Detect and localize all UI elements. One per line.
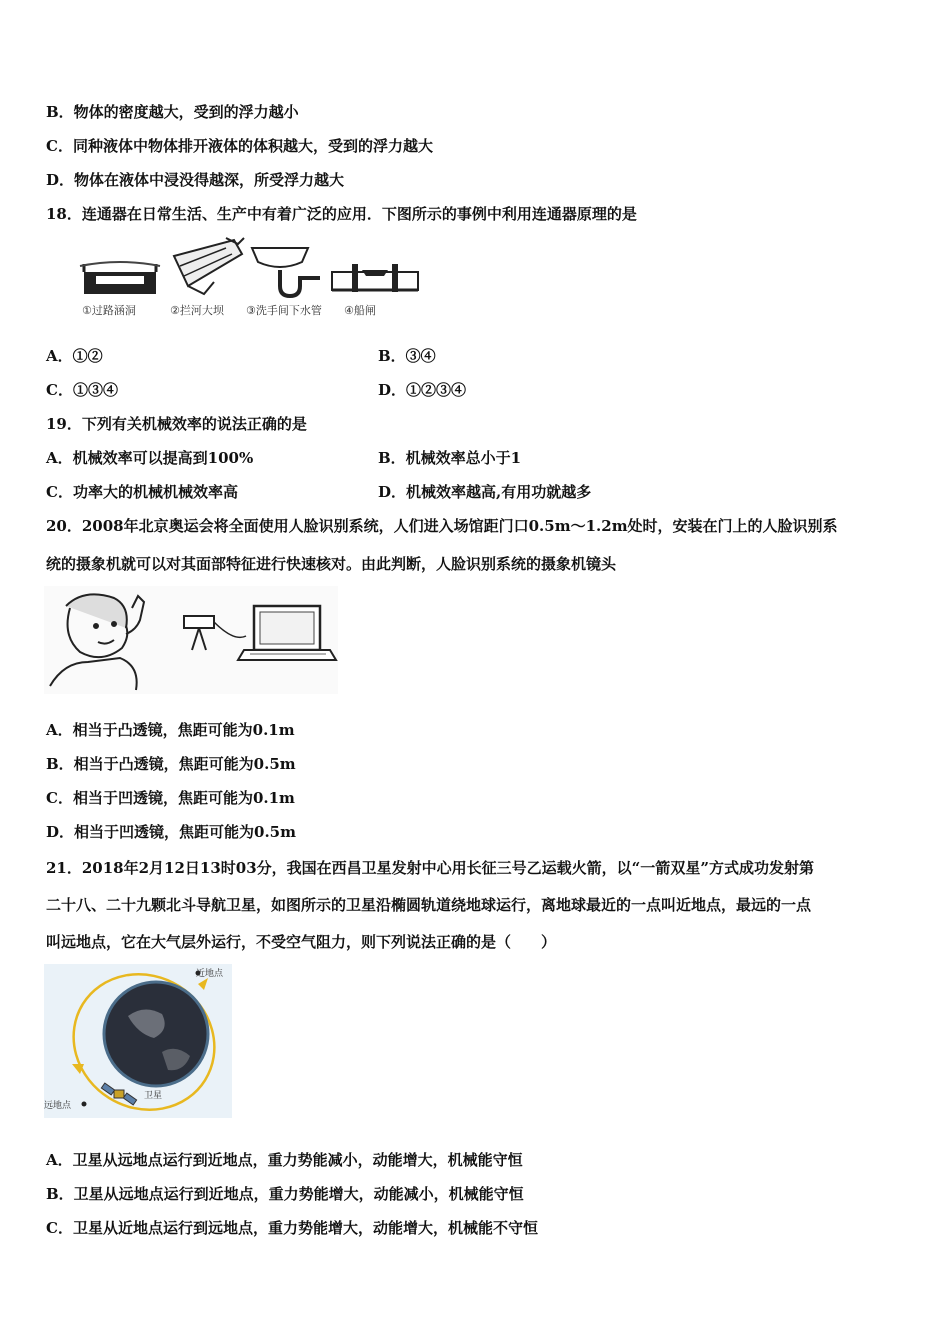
q21-option-c: C．卫星从近地点运行到远地点，重力势能增大，动能增大，机械能不守恒 [46,1219,538,1237]
q21-stem-line3: 叫远地点，它在大气层外运行，不受空气阻力，则下列说法正确的是（ ） [46,933,557,951]
label-satellite: 卫星 [144,1091,163,1101]
caption-dam: ②拦河大坝 [170,304,224,317]
q18-stem: 18．连通器在日常生活、生产中有着广泛的应用．下图所示的事例中利用连通器原理的是 [46,205,637,223]
sink-drain-drawing [252,248,320,296]
q18-option-a: A．①② [46,347,103,365]
q18-option-c: C．①③④ [46,381,118,399]
caption-culvert: ①过路涵洞 [82,304,136,317]
q21-option-b: B．卫星从远地点运行到近地点，重力势能增大，动能减小，机械能守恒 [46,1185,524,1203]
q21-figure [44,964,232,1118]
q20-stem-line1: 20．2008年北京奥运会将全面使用人脸识别系统，人们进入场馆距门口0.5m～1.2m处时，安装在门上的人脸识别系 [46,517,838,535]
q21-option-a: A．卫星从远地点运行到近地点，重力势能减小，动能增大，机械能守恒 [46,1151,523,1169]
q18-option-b: B．③④ [378,347,436,365]
label-near-point: 近地点 [196,969,224,979]
q20-option-a: A．相当于凸透镜，焦距可能为0.1m [46,721,295,739]
q20-option-c: C．相当于凹透镜，焦距可能为0.1m [46,789,295,807]
q19-option-a: A．机械效率可以提高到100% [46,449,254,467]
culvert-drawing [80,262,160,294]
q19-option-d: D．机械效率越高,有用功就越多 [378,483,592,501]
caption-ship-lock: ④船闸 [344,304,376,317]
satellite-orbit-illustration [44,964,232,1118]
q21-stem-line2: 二十八、二十九颗北斗导航卫星，如图所示的卫星沿椭圆轨道绕地球运行，离地球最近的一点叫近地点，最远的一点 [46,896,812,914]
label-far-point: 远地点 [44,1101,72,1111]
dam-drawing [174,238,244,294]
face-recognition-illustration [44,586,338,694]
ship-lock-drawing [332,264,418,292]
q21-stem-line1: 21．2018年2月12日13时03分，我国在西昌卫星发射中心用长征三号乙运载火箭，以“一箭双星”方式成功发射第 [46,859,814,877]
q18-option-d: D．①②③④ [378,381,467,399]
q19-option-b: B．机械效率总小于1 [378,449,522,467]
q20-stem-line2: 统的摄象机就可以对其面部特征进行快速核对。由此判断，人脸识别系统的摄象机镜头 [46,555,617,573]
q19-option-c: C．功率大的机械机械效率高 [46,483,238,501]
q17-option-c: C．同种液体中物体排开液体的体积越大，受到的浮力越大 [46,137,433,155]
q20-figure [44,586,338,694]
q17-option-d: D．物体在液体中浸没得越深，所受浮力越大 [46,171,345,189]
q20-option-d: D．相当于凹透镜，焦距可能为0.5m [46,823,296,841]
q17-option-b: B．物体的密度越大，受到的浮力越小 [46,103,299,121]
q19-stem: 19．下列有关机械效率的说法正确的是 [46,415,307,433]
caption-sink-drain: ③洗手间下水管 [246,304,322,317]
q18-figure [76,236,426,322]
q20-option-b: B．相当于凸透镜，焦距可能为0.5m [46,755,296,773]
